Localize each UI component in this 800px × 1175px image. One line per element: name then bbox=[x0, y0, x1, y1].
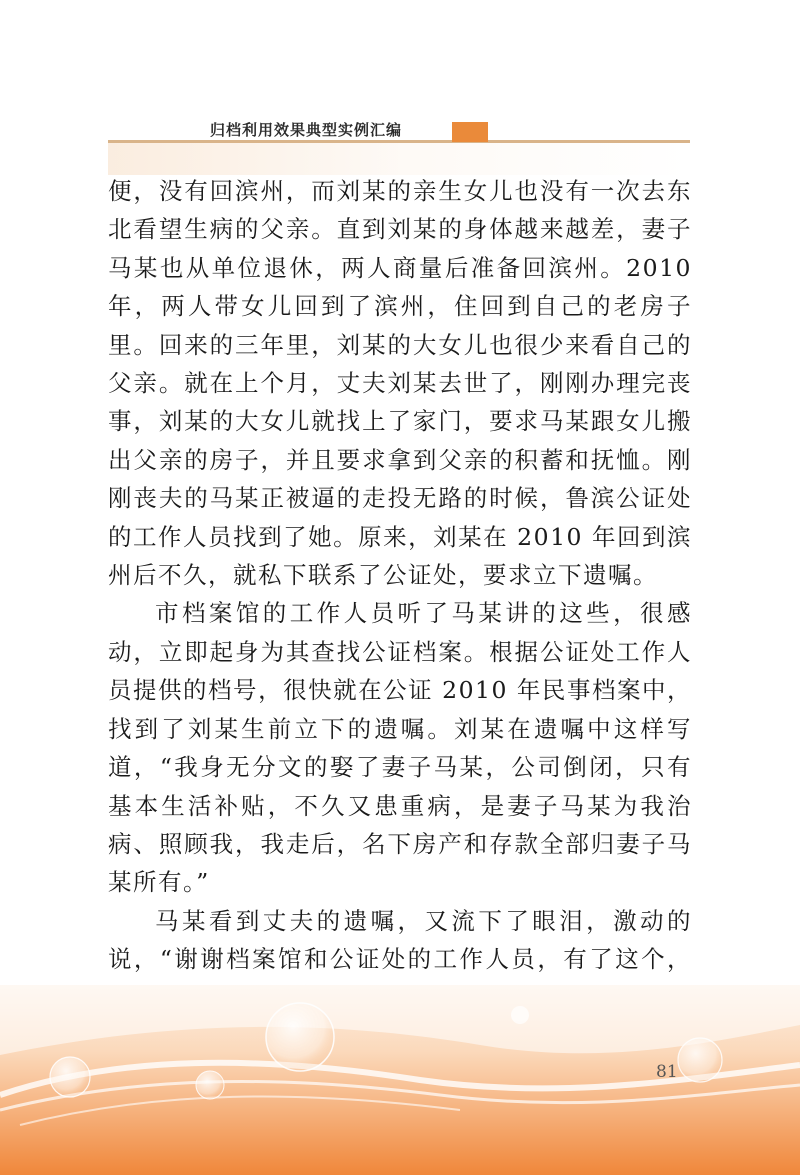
page-header bbox=[0, 0, 800, 175]
page-number: 81 bbox=[656, 1062, 678, 1082]
header-title: 归档利用效果典型实例汇编 bbox=[210, 121, 403, 139]
paragraph-1: 便，没有回滨州，而刘某的亲生女儿也没有一次去东北看望生病的父亲。直到刘某的身体越来越差，妻子马某也从单位退休，两人商量后准备回滨州。2010 年，两人带女儿回到了滨州，住回到自己的老房子里。回来的三年里，刘某的大女儿也很少来看自己的父亲。就在上个月，丈夫刘某去世了，刚刚办理完丧事，刘某的大女儿就找上了家门，要求马某跟女儿搬出父亲的房子，并且要求拿到父亲的积蓄和抚恤。刚刚丧夫的马某正被逼的走投无路的时候，鲁滨公证处的工作人员找到了她。原来，刘某在 2010 年回到滨州后不久，就私下联系了公证处，要求立下遗嘱。 bbox=[108, 177, 692, 590]
paragraph-3: 马某看到丈夫的遗嘱，又流下了眼泪，激动的说，“谢谢档案馆和公证处的工作人员，有了这个， bbox=[108, 906, 692, 974]
footer-decoration bbox=[0, 985, 800, 1175]
body-text bbox=[108, 172, 692, 1017]
paragraph-2: 市档案馆的工作人员听了马某讲的这些，很感动，立即起身为其查找公证档案。根据公证处工作人员提供的档号，很快就在公证 2010 年民事档案中，找到了刘某生前立下的遗嘱。刘某在遗嘱中这样写道，“我身无分文的娶了妻子马某，公司倒闭，只有基本生活补贴，不久又患重病，是妻子马某为我治病、照顾我，我走后，名下房产和存款全部归妻子马某所有。” bbox=[108, 599, 692, 897]
header-accent-block bbox=[452, 122, 488, 142]
header-shade bbox=[108, 143, 690, 175]
